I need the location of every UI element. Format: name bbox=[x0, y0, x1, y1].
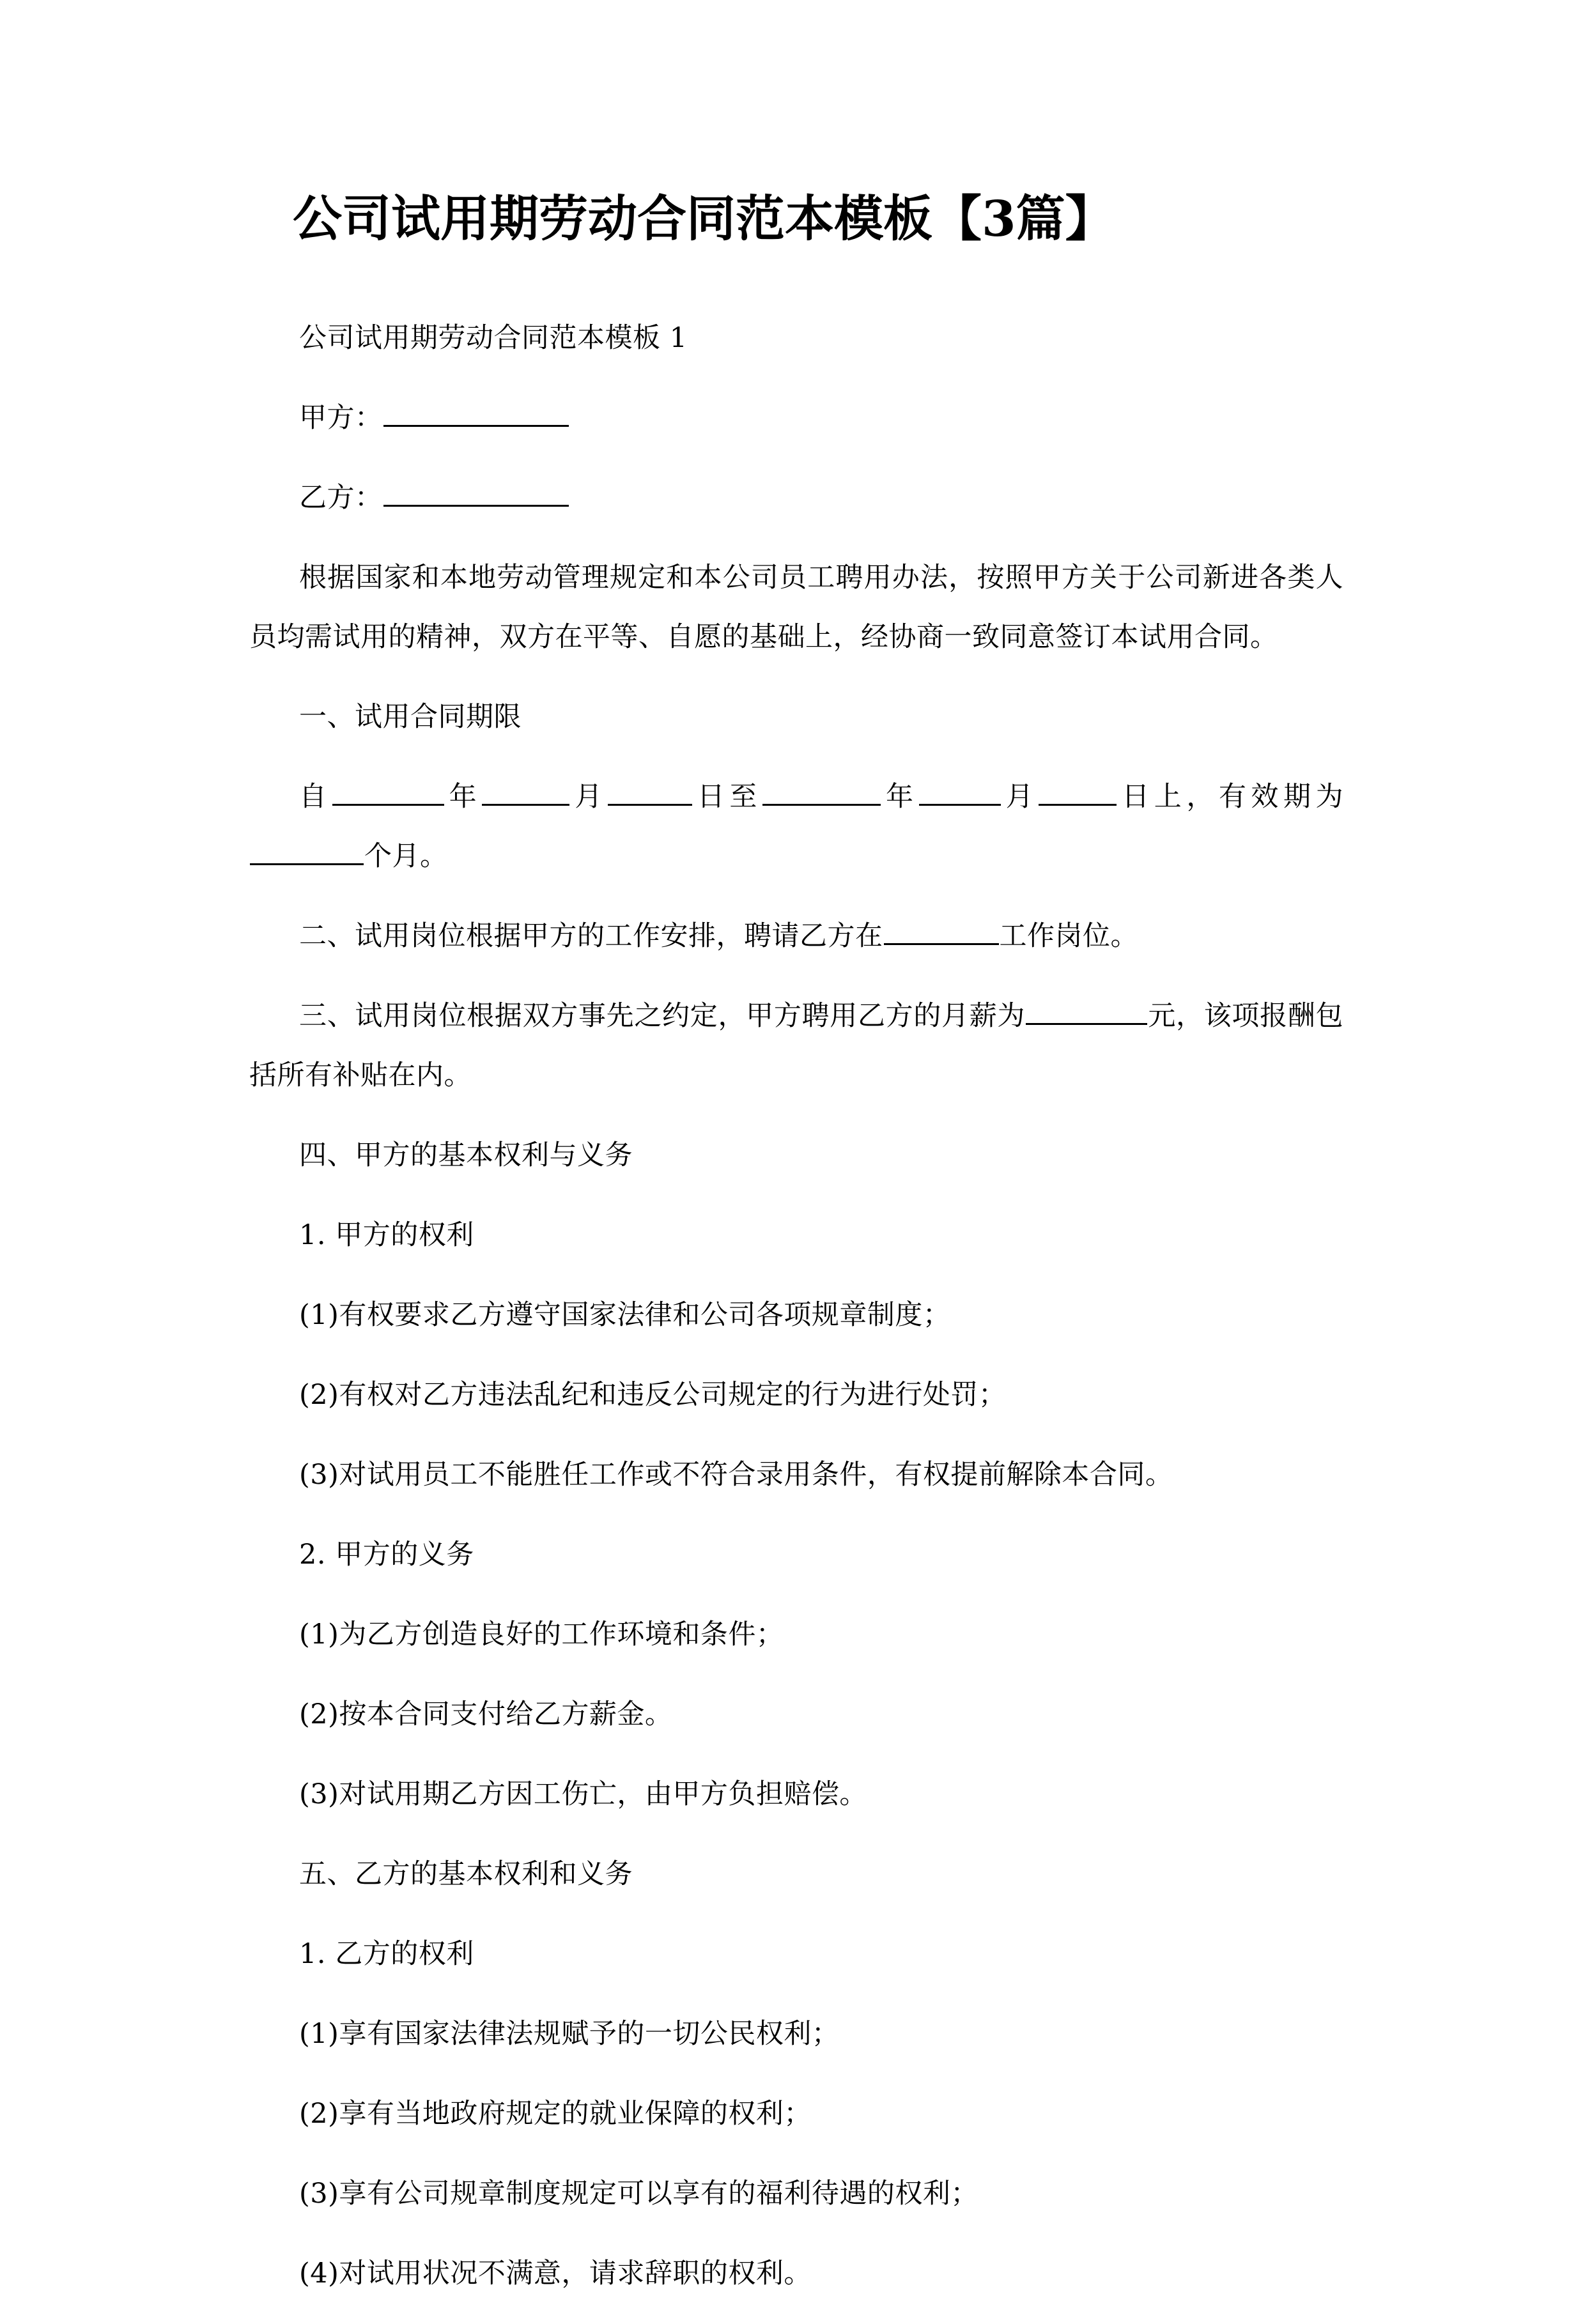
salary-blank[interactable] bbox=[1026, 992, 1147, 1025]
list-item: (2)享有当地政府规定的就业保障的权利； bbox=[299, 2098, 812, 2130]
end-month-blank[interactable] bbox=[919, 773, 1001, 806]
list-item: (3)对试用期乙方因工伤亡，由甲方负担赔偿。 bbox=[299, 1778, 867, 1811]
section-3-prefix: 三、试用岗位根据双方事先之约定，甲方聘用乙方的月薪为 bbox=[299, 1000, 1026, 1033]
start-month-label: 月 bbox=[570, 781, 607, 813]
list-item: (4)对试用状况不满意，请求辞职的权利。 bbox=[299, 2258, 812, 2290]
list-item: (1)为乙方创造良好的工作环境和条件； bbox=[299, 1619, 784, 1651]
section-2-line bbox=[249, 907, 1343, 966]
party-b-blank[interactable] bbox=[383, 474, 569, 507]
start-month-blank[interactable] bbox=[482, 773, 569, 806]
party-a-label: 甲方： bbox=[299, 402, 383, 435]
list-item: (3)享有公司规章制度规定可以享有的福利待遇的权利； bbox=[299, 2178, 978, 2210]
end-month-label: 月 bbox=[1001, 781, 1039, 813]
section-5-heading: 五、乙方的基本权利和义务 bbox=[299, 1858, 633, 1891]
preamble-paragraph: 根据国家和本地劳动管理规定和本公司员工聘用办法，按照甲方关于公司新进各类人员均需试用的精神，双方在平等、自愿的基础上，经协商一致同意签订本试用合同。 bbox=[249, 562, 1343, 654]
party-b-label: 乙方： bbox=[299, 482, 383, 514]
section-1-date-line bbox=[249, 767, 1343, 886]
document-content bbox=[249, 0, 1343, 2324]
section-heading-template-1: 公司试用期劳动合同范本模板 1 bbox=[299, 322, 688, 355]
section-1-heading: 一、试用合同期限 bbox=[299, 701, 522, 734]
party-a-blank[interactable] bbox=[383, 394, 569, 427]
date-from-label: 自 bbox=[299, 781, 332, 813]
list-item: (1)享有国家法律法规赋予的一切公民权利； bbox=[299, 2018, 840, 2051]
start-year-blank[interactable] bbox=[332, 773, 444, 806]
end-year-label: 年 bbox=[881, 781, 918, 813]
validity-months-blank[interactable] bbox=[250, 833, 364, 865]
end-year-blank[interactable] bbox=[762, 773, 881, 806]
list-item: (2)按本合同支付给乙方薪金。 bbox=[299, 1698, 673, 1731]
party-a-line bbox=[249, 389, 1343, 448]
list-item: (3)对试用员工不能胜任工作或不符合录用条件，有权提前解除本合同。 bbox=[299, 1459, 1173, 1491]
section-3-line bbox=[249, 987, 1343, 1105]
section-3-suffix: 元，该项报酬包括所有补贴在内。 bbox=[249, 1000, 1344, 1092]
validity-prefix-label: 日上，有效期为 bbox=[1117, 781, 1344, 813]
start-year-label: 年 bbox=[444, 781, 482, 813]
page-title: 公司试用期劳动合同范本模板【3篇】 bbox=[293, 190, 1115, 248]
start-day-blank[interactable] bbox=[608, 773, 692, 806]
validity-suffix-label: 个月。 bbox=[364, 840, 448, 873]
party-b-line bbox=[249, 468, 1343, 528]
end-day-blank[interactable] bbox=[1039, 773, 1117, 806]
start-day-label: 日至 bbox=[692, 781, 762, 813]
position-blank[interactable] bbox=[884, 912, 999, 945]
document-body bbox=[249, 250, 1343, 2304]
list-item: (2)有权对乙方违法乱纪和违反公司规定的行为进行处罚； bbox=[299, 1379, 1007, 1412]
section-4-1-heading: 1. 甲方的权利 bbox=[299, 1219, 474, 1252]
section-2-prefix: 二、试用岗位根据甲方的工作安排，聘请乙方在 bbox=[299, 920, 883, 953]
section-2-suffix: 工作岗位。 bbox=[999, 920, 1138, 953]
section-4-2-heading: 2. 甲方的义务 bbox=[299, 1539, 474, 1571]
section-5-1-heading: 1. 乙方的权利 bbox=[299, 1938, 474, 1971]
section-4-heading: 四、甲方的基本权利与义务 bbox=[299, 1139, 633, 1172]
list-item: (1)有权要求乙方遵守国家法律和公司各项规章制度； bbox=[299, 1299, 951, 1332]
